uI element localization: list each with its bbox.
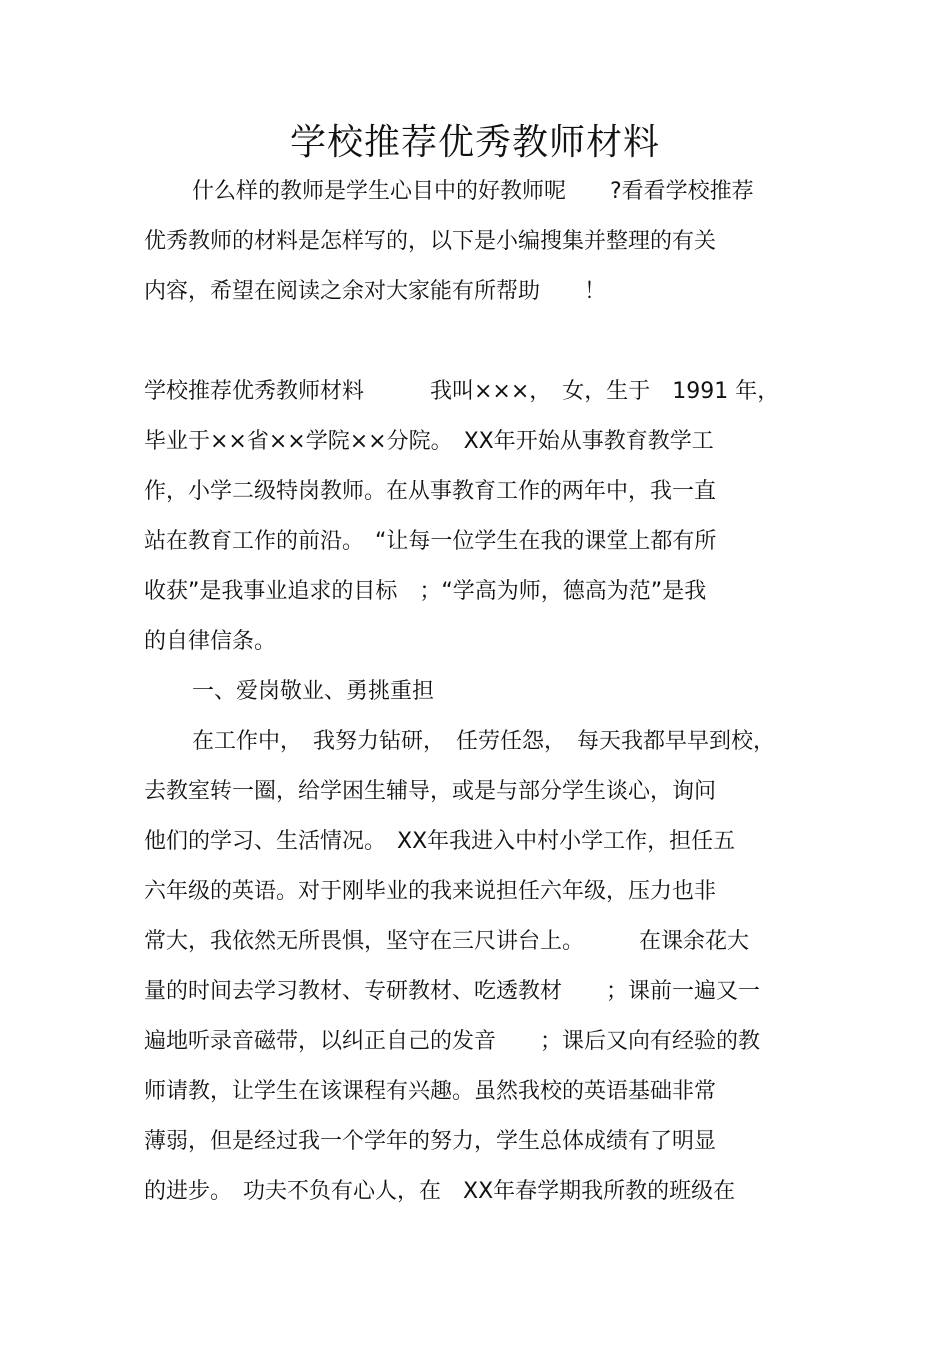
paragraph-line: 的自律信条。	[144, 629, 277, 654]
paragraph-line: 收获”是我事业追求的目标 ；“学高为师，德高为范”是我	[144, 579, 707, 604]
paragraph-line: 的进步。 功夫不负有心人，在 XX年春学期我所教的班级在	[144, 1179, 736, 1204]
paragraph-line: 什么样的教师是学生心目中的好教师呢 ?看看学校推荐	[192, 179, 754, 204]
paragraph-line: 薄弱，但是经过我一个学年的努力，学生总体成绩有了明显	[144, 1129, 717, 1154]
paragraph-line: 常大，我依然无所畏惧，坚守在三尺讲台上。 在课余花大	[144, 929, 750, 954]
section-heading: 一、爱岗敬业、勇挑重担	[192, 679, 435, 704]
paragraph-line: 优秀教师的材料是怎样写的，以下是小编搜集并整理的有关	[144, 229, 717, 254]
paragraph-line: 站在教育工作的前沿。 “让每一位学生在我的课堂上都有所	[144, 529, 717, 554]
paragraph-line: 遍地听录音磁带，以纠正自己的发音 ；课后又向有经验的教	[144, 1029, 761, 1054]
paragraph-line: 在工作中， 我努力钻研， 任劳任怨， 每天我都早早到校，	[192, 729, 776, 754]
paragraph-line: 师请教，让学生在该课程有兴趣。虽然我校的英语基础非常	[144, 1079, 717, 1104]
paragraph-line: 作，小学二级特岗教师。在从事教育工作的两年中，我一直	[144, 479, 717, 504]
paragraph-line: 量的时间去学习教材、专研教材、吃透教材 ；课前一遍又一	[144, 979, 761, 1004]
paragraph-line: 他们的学习、生活情况。 XX年我进入中村小学工作，担任五	[144, 829, 736, 854]
document-title: 学校推荐优秀教师材料	[289, 122, 660, 163]
paragraph-line: 去教室转一圈，给学困生辅导，或是与部分学生谈心，询问	[144, 779, 717, 804]
paragraph-line: 内容，希望在阅读之余对大家能有所帮助 ！	[144, 279, 607, 304]
paragraph-line: 六年级的英语。对于刚毕业的我来说担任六年级，压力也非	[144, 879, 717, 904]
paragraph-line: 毕业于××省××学院××分院。 XX年开始从事教育教学工	[144, 429, 714, 454]
paragraph-line: 学校推荐优秀教师材料 我叫×××， 女，生于 1991 年，	[144, 379, 780, 404]
